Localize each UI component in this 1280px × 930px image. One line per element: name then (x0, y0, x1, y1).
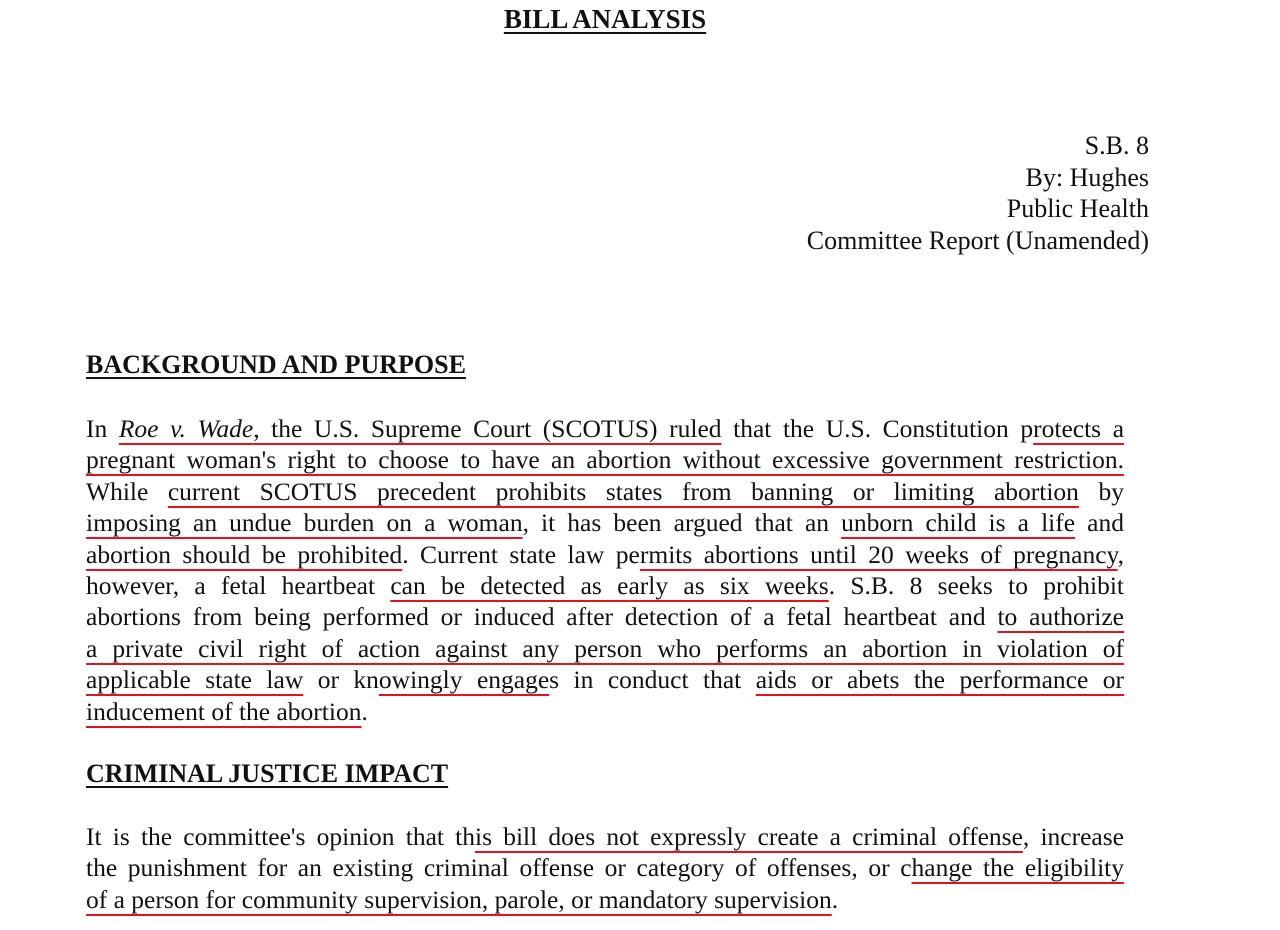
paragraph-line (86, 476, 1124, 507)
paragraph-line (86, 570, 1124, 601)
bill-number: S.B. 8 (1084, 131, 1149, 160)
section-heading-criminal-justice-impact: CRIMINAL JUSTICE IMPACT (86, 759, 449, 788)
bill-info-block (807, 130, 1149, 256)
highlighted-text: hange the eligibility (911, 853, 1124, 883)
highlighted-text: aids or abets the performance or (755, 665, 1124, 695)
paragraph-line (86, 633, 1124, 664)
paragraph-line (86, 507, 1124, 538)
paragraph-line (86, 413, 1124, 444)
highlighted-text: owingly engage (378, 665, 550, 695)
paragraph-line (86, 664, 1124, 695)
paragraph-line (86, 852, 1124, 883)
highlighted-text: unborn child is a life (841, 508, 1076, 538)
text-run: . (831, 884, 839, 914)
text-run: While (86, 476, 168, 506)
section-body-background-and-purpose (86, 413, 1124, 727)
text-run: In (86, 414, 119, 443)
highlighted-text: of a person for community supervision, parole, or mandatory supervision (86, 884, 832, 914)
text-run: s in conduct that (549, 665, 756, 695)
highlighted-text: current SCOTUS precedent prohibits states from banning or limiting abortion (167, 476, 1079, 506)
bill-author: By: Hughes (1025, 162, 1149, 192)
text-run: by (1078, 476, 1124, 506)
text-run: that the U.S. Constitution p (721, 414, 1034, 443)
highlighted-text: , the U.S. Supreme Court (SCOTUS) ruled (253, 414, 722, 443)
section-heading-background-and-purpose: BACKGROUND AND PURPOSE (86, 350, 466, 379)
highlighted-text: is bill does not expressly create a criminal offense (475, 822, 1023, 851)
text-run: however, a fetal heartbeat (86, 570, 391, 600)
highlighted-text: a private civil right of action against any person who performs an abortion in violation of (86, 633, 1124, 663)
text-run: , it has been argued that an (522, 508, 842, 538)
text-run: , increase (1022, 822, 1124, 851)
highlighted-text: rotects a (1033, 414, 1125, 443)
page-title: BILL ANALYSIS (503, 4, 707, 34)
paragraph-line (86, 444, 1124, 475)
paragraph-line (86, 884, 1124, 915)
paragraph-line (86, 821, 1124, 852)
text-run: and (1075, 508, 1124, 538)
highlighted-text: applicable state law (86, 665, 304, 695)
text-run: It is the committee's opinion that th (86, 822, 476, 851)
highlighted-text: Roe v. Wade (118, 414, 254, 443)
text-run: . S.B. 8 seeks to prohibit (828, 570, 1124, 600)
bill-committee: Public Health (1006, 194, 1149, 223)
text-run: or kn (303, 665, 379, 695)
highlighted-text: abortion should be prohibited (86, 539, 403, 569)
paragraph-line (86, 696, 1124, 727)
highlighted-text: to authorize (997, 602, 1124, 632)
bill-report-type: Committee Report (Unamended) (806, 225, 1149, 255)
text-run: abortions from being performed or induced after detection of a fetal heartbeat and (86, 602, 998, 632)
text-run: . Current state law pe (402, 539, 640, 569)
paragraph-line (86, 539, 1124, 570)
highlighted-text: inducement of the abortion (86, 696, 362, 726)
text-run: the punishment for an existing criminal offense or category of offenses, or c (86, 853, 912, 883)
paragraph-line (86, 601, 1124, 632)
highlighted-text: rmits abortions until 20 weeks of pregnancy (639, 539, 1118, 569)
section-body-criminal-justice-impact (86, 821, 1124, 915)
text-run: . (361, 696, 368, 726)
highlighted-text: pregnant woman's right to choose to have an abortion without excessive government restriction. (86, 445, 1124, 475)
text-run: , (1117, 539, 1124, 569)
highlighted-text: imposing an undue burden on a woman (86, 508, 523, 538)
highlighted-text: can be detected as early as six weeks (390, 570, 829, 600)
